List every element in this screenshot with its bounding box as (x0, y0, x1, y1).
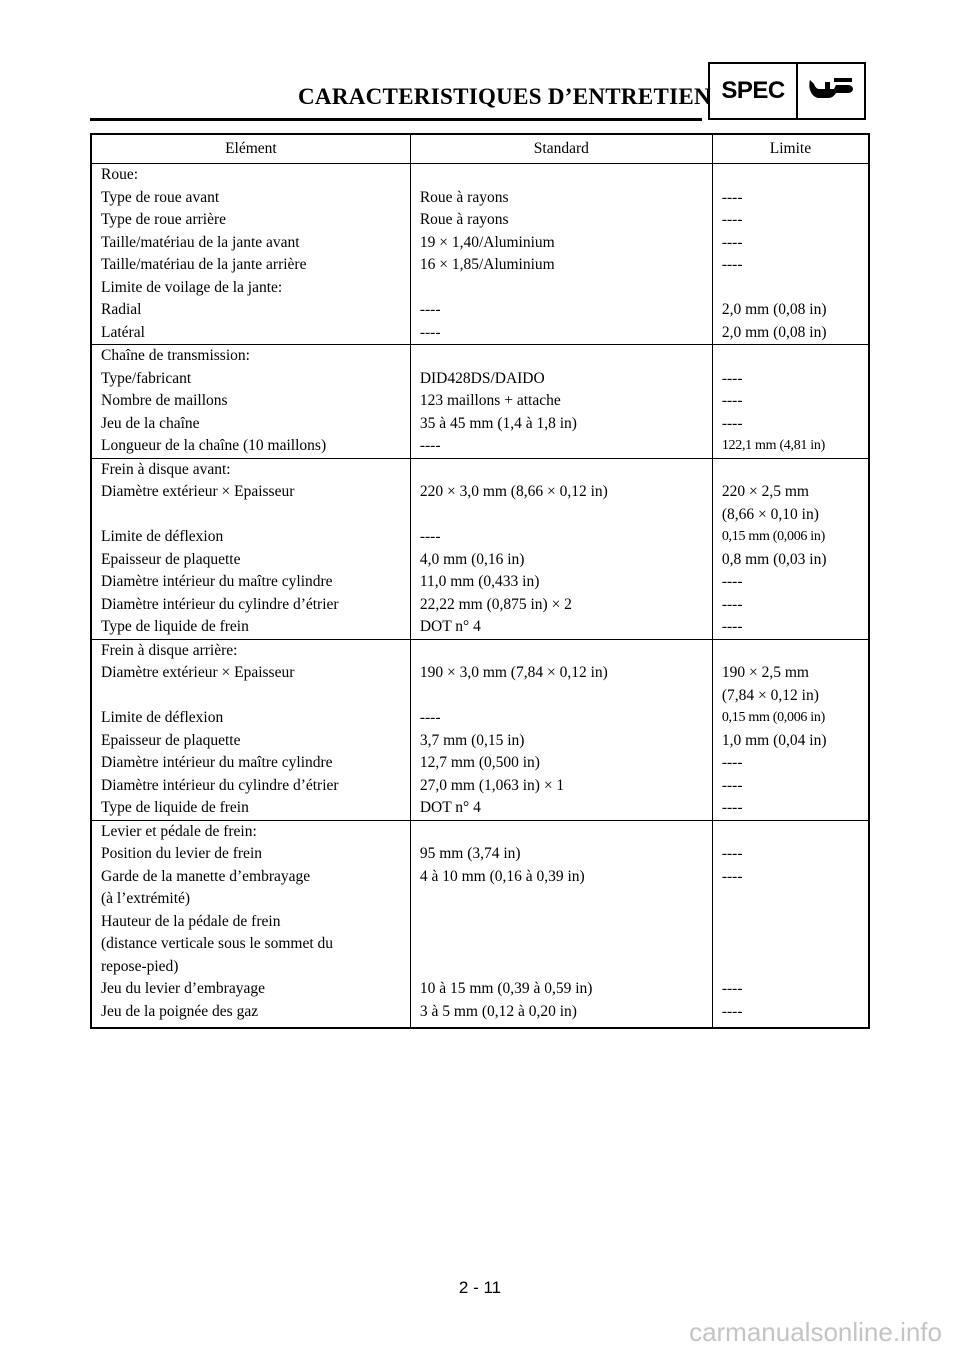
page-number: 2 - 11 (458, 1278, 502, 1297)
standard-cell (410, 820, 712, 843)
table-row (91, 1001, 869, 1029)
limit-cell (712, 277, 869, 300)
element-cell: Limite de déflexion (101, 528, 224, 545)
table-row (91, 978, 869, 1001)
element-cell: Diamètre extérieur × Epaisseur (101, 664, 295, 681)
section-header-row (91, 345, 869, 368)
standard-cell: 11,0 mm (0,433 in) (410, 571, 712, 594)
element-cell: Epaisseur de plaquette (101, 731, 241, 749)
standard-cell: 4 à 10 mm (0,16 à 0,39 in) (410, 866, 712, 911)
limit-cell (712, 911, 869, 979)
standard-cell: 27,0 mm (1,063 in) × 1 (410, 775, 712, 798)
standard-cell: Roue à rayons (410, 187, 712, 210)
column-header-standard: Standard (410, 134, 712, 164)
standard-cell (410, 164, 712, 187)
standard-cell (410, 911, 712, 979)
table-row (91, 526, 869, 549)
limit-cell: 2,0 mm (0,08 in) (712, 322, 869, 345)
limit-cell: ---- (712, 232, 869, 255)
table-row (91, 911, 869, 979)
column-header-element: Elément (91, 134, 410, 164)
limit-cell (712, 164, 869, 187)
section-title: Roue: (101, 166, 139, 183)
table-row (91, 209, 869, 232)
element-cell: Epaisseur de plaquette (101, 550, 241, 568)
limit-cell (712, 662, 869, 707)
standard-cell: ---- (410, 322, 712, 345)
element-cell: Type de roue arrière (101, 211, 226, 228)
standard-cell: 19 × 1,40/Aluminium (410, 232, 712, 255)
element-cell: Radial (101, 301, 142, 318)
table-row (91, 368, 869, 391)
element-cell: Diamètre intérieur du maître cylindre (101, 573, 333, 590)
limit-cell: ---- (712, 571, 869, 594)
section-title: Frein à disque arrière: (91, 639, 410, 662)
element-cell: Longueur de la chaîne (10 maillons) (101, 437, 327, 454)
table-row (91, 797, 869, 820)
standard-cell: DOT n° 4 (410, 616, 712, 639)
limit-cell (712, 458, 869, 481)
standard-cell (410, 277, 712, 300)
limit-cell: ---- (712, 866, 869, 911)
table-row (91, 662, 869, 707)
table-row (91, 843, 869, 866)
element-line-2: (distance verticale sous le sommet du (101, 935, 334, 952)
standard-cell: ---- (410, 435, 712, 458)
standard-cell: 123 maillons + attache (410, 390, 712, 413)
limit-cell: ---- (712, 616, 869, 639)
standard-cell: 95 mm (3,74 in) (410, 843, 712, 866)
table-header-row (91, 134, 869, 164)
element-line-1: Garde de la manette d’embrayage (101, 867, 311, 885)
standard-cell: 22,22 mm (0,875 in) × 2 (410, 594, 712, 617)
element-cell: Nombre de maillons (101, 392, 228, 409)
table-row (91, 752, 869, 775)
element-cell: Taille/matériau de la jante avant (101, 233, 300, 251)
limit-cell: 0,8 mm (0,03 in) (712, 549, 869, 572)
element-cell: Type de liquide de frein (101, 799, 249, 816)
element-cell: Jeu du levier d’embrayage (101, 980, 265, 997)
element-line-2: (à l’extrémité) (101, 890, 191, 907)
table-row (91, 775, 869, 798)
element-cell: Jeu de la poignée des gaz (101, 1002, 259, 1020)
page-title: CARACTERISTIQUES D’ENTRETIEN (298, 84, 711, 109)
section-title: Levier et pédale de frein: (91, 820, 410, 843)
maintenance-spec-table (90, 133, 870, 1029)
section-header-row (91, 458, 869, 481)
element-cell: Diamètre intérieur du cylindre d’étrier (101, 776, 339, 794)
standard-cell (410, 345, 712, 368)
element-cell: Taille/matériau de la jante arrière (101, 256, 307, 273)
element-cell (91, 911, 410, 979)
limit-cell: ---- (712, 978, 869, 1001)
standard-cell: DOT n° 4 (410, 797, 712, 820)
limit-cell (712, 639, 869, 662)
standard-cell: DID428DS/DAIDO (410, 368, 712, 391)
standard-cell: 3,7 mm (0,15 in) (410, 730, 712, 753)
limit-cell: 0,15 mm (0,006 in) (712, 707, 869, 730)
table-row (91, 390, 869, 413)
limit-cell: ---- (712, 752, 869, 775)
limit-cell: ---- (712, 1001, 869, 1029)
limit-cell (712, 820, 869, 843)
limit-cell (712, 345, 869, 368)
limit-cell: ---- (712, 187, 869, 210)
standard-cell: ---- (410, 526, 712, 549)
standard-cell: ---- (410, 299, 712, 322)
spec-label: SPEC (710, 64, 798, 118)
table-row (91, 571, 869, 594)
limit-cell: ---- (712, 390, 869, 413)
limit-cell: ---- (712, 254, 869, 277)
limit-cell: 2,0 mm (0,08 in) (712, 299, 869, 322)
standard-cell: 12,7 mm (0,500 in) (410, 752, 712, 775)
standard-cell: 3 à 5 mm (0,12 à 0,20 in) (410, 1001, 712, 1029)
element-line-3: repose-pied) (101, 957, 179, 975)
table-row (91, 232, 869, 255)
limit-cell: 0,15 mm (0,006 in) (712, 526, 869, 549)
element-cell: Limite de déflexion (101, 709, 224, 726)
limit-cell: ---- (712, 797, 869, 820)
limit-line-1: 220 × 2,5 mm (721, 483, 809, 500)
limit-cell: ---- (712, 843, 869, 866)
standard-cell (410, 458, 712, 481)
standard-cell: ---- (410, 707, 712, 730)
wrench-icon (798, 64, 864, 118)
limit-cell: ---- (712, 594, 869, 617)
element-cell: Diamètre intérieur du cylindre d’étrier (101, 595, 339, 613)
table-row (91, 254, 869, 277)
table-row (91, 616, 869, 639)
standard-cell: 10 à 15 mm (0,39 à 0,59 in) (410, 978, 712, 1001)
element-cell (91, 866, 410, 911)
table-row (91, 594, 869, 617)
table-row (91, 322, 869, 345)
limit-cell: 122,1 mm (4,81 in) (712, 435, 869, 458)
standard-cell: 190 × 3,0 mm (7,84 × 0,12 in) (410, 662, 712, 707)
limit-cell: ---- (712, 413, 869, 436)
section-header-row (91, 164, 869, 187)
element-cell: Limite de voilage de la jante: (101, 278, 283, 296)
standard-cell: 35 à 45 mm (1,4 à 1,8 in) (410, 413, 712, 436)
standard-cell (410, 639, 712, 662)
table-row (91, 277, 869, 300)
limit-cell: ---- (712, 775, 869, 798)
section-header-row (91, 639, 869, 662)
limit-cell: 1,0 mm (0,04 in) (712, 730, 869, 753)
section-header-row (91, 820, 869, 843)
table-row (91, 481, 869, 526)
table-row (91, 730, 869, 753)
element-line-1: Hauteur de la pédale de frein (101, 912, 281, 930)
limit-line-1: 190 × 2,5 mm (721, 664, 809, 681)
table-row (91, 707, 869, 730)
table-row (91, 549, 869, 572)
spec-badge (708, 62, 866, 120)
table-row (91, 299, 869, 322)
section-title: Chaîne de transmission: (91, 345, 410, 368)
standard-cell: 16 × 1,85/Aluminium (410, 254, 712, 277)
column-header-limit: Limite (712, 134, 869, 164)
limit-line-2: (8,66 × 0,10 in) (721, 505, 819, 523)
standard-cell: Roue à rayons (410, 209, 712, 232)
element-cell: Jeu de la chaîne (101, 414, 200, 432)
limit-line-2: (7,84 × 0,12 in) (721, 686, 819, 704)
element-cell: Diamètre intérieur du maître cylindre (101, 754, 333, 771)
section-title: Frein à disque avant: (91, 458, 410, 481)
element-cell: Type de liquide de frein (101, 618, 249, 635)
title-underline (90, 118, 702, 121)
limit-cell (712, 481, 869, 526)
limit-cell: ---- (712, 209, 869, 232)
element-cell: Type de roue avant (101, 188, 220, 206)
element-cell: Latéral (101, 323, 145, 341)
element-cell: Type/fabricant (101, 369, 192, 387)
limit-cell: ---- (712, 368, 869, 391)
table-row (91, 187, 869, 210)
page-header (90, 62, 868, 120)
table-row (91, 435, 869, 458)
standard-cell: 4,0 mm (0,16 in) (410, 549, 712, 572)
table-row (91, 413, 869, 436)
element-cell: Position du levier de frein (101, 845, 262, 862)
standard-cell: 220 × 3,0 mm (8,66 × 0,12 in) (410, 481, 712, 526)
table-row (91, 866, 869, 911)
watermark: carmanualsonline.info (689, 1317, 942, 1347)
element-cell: Diamètre extérieur × Epaisseur (101, 483, 295, 500)
